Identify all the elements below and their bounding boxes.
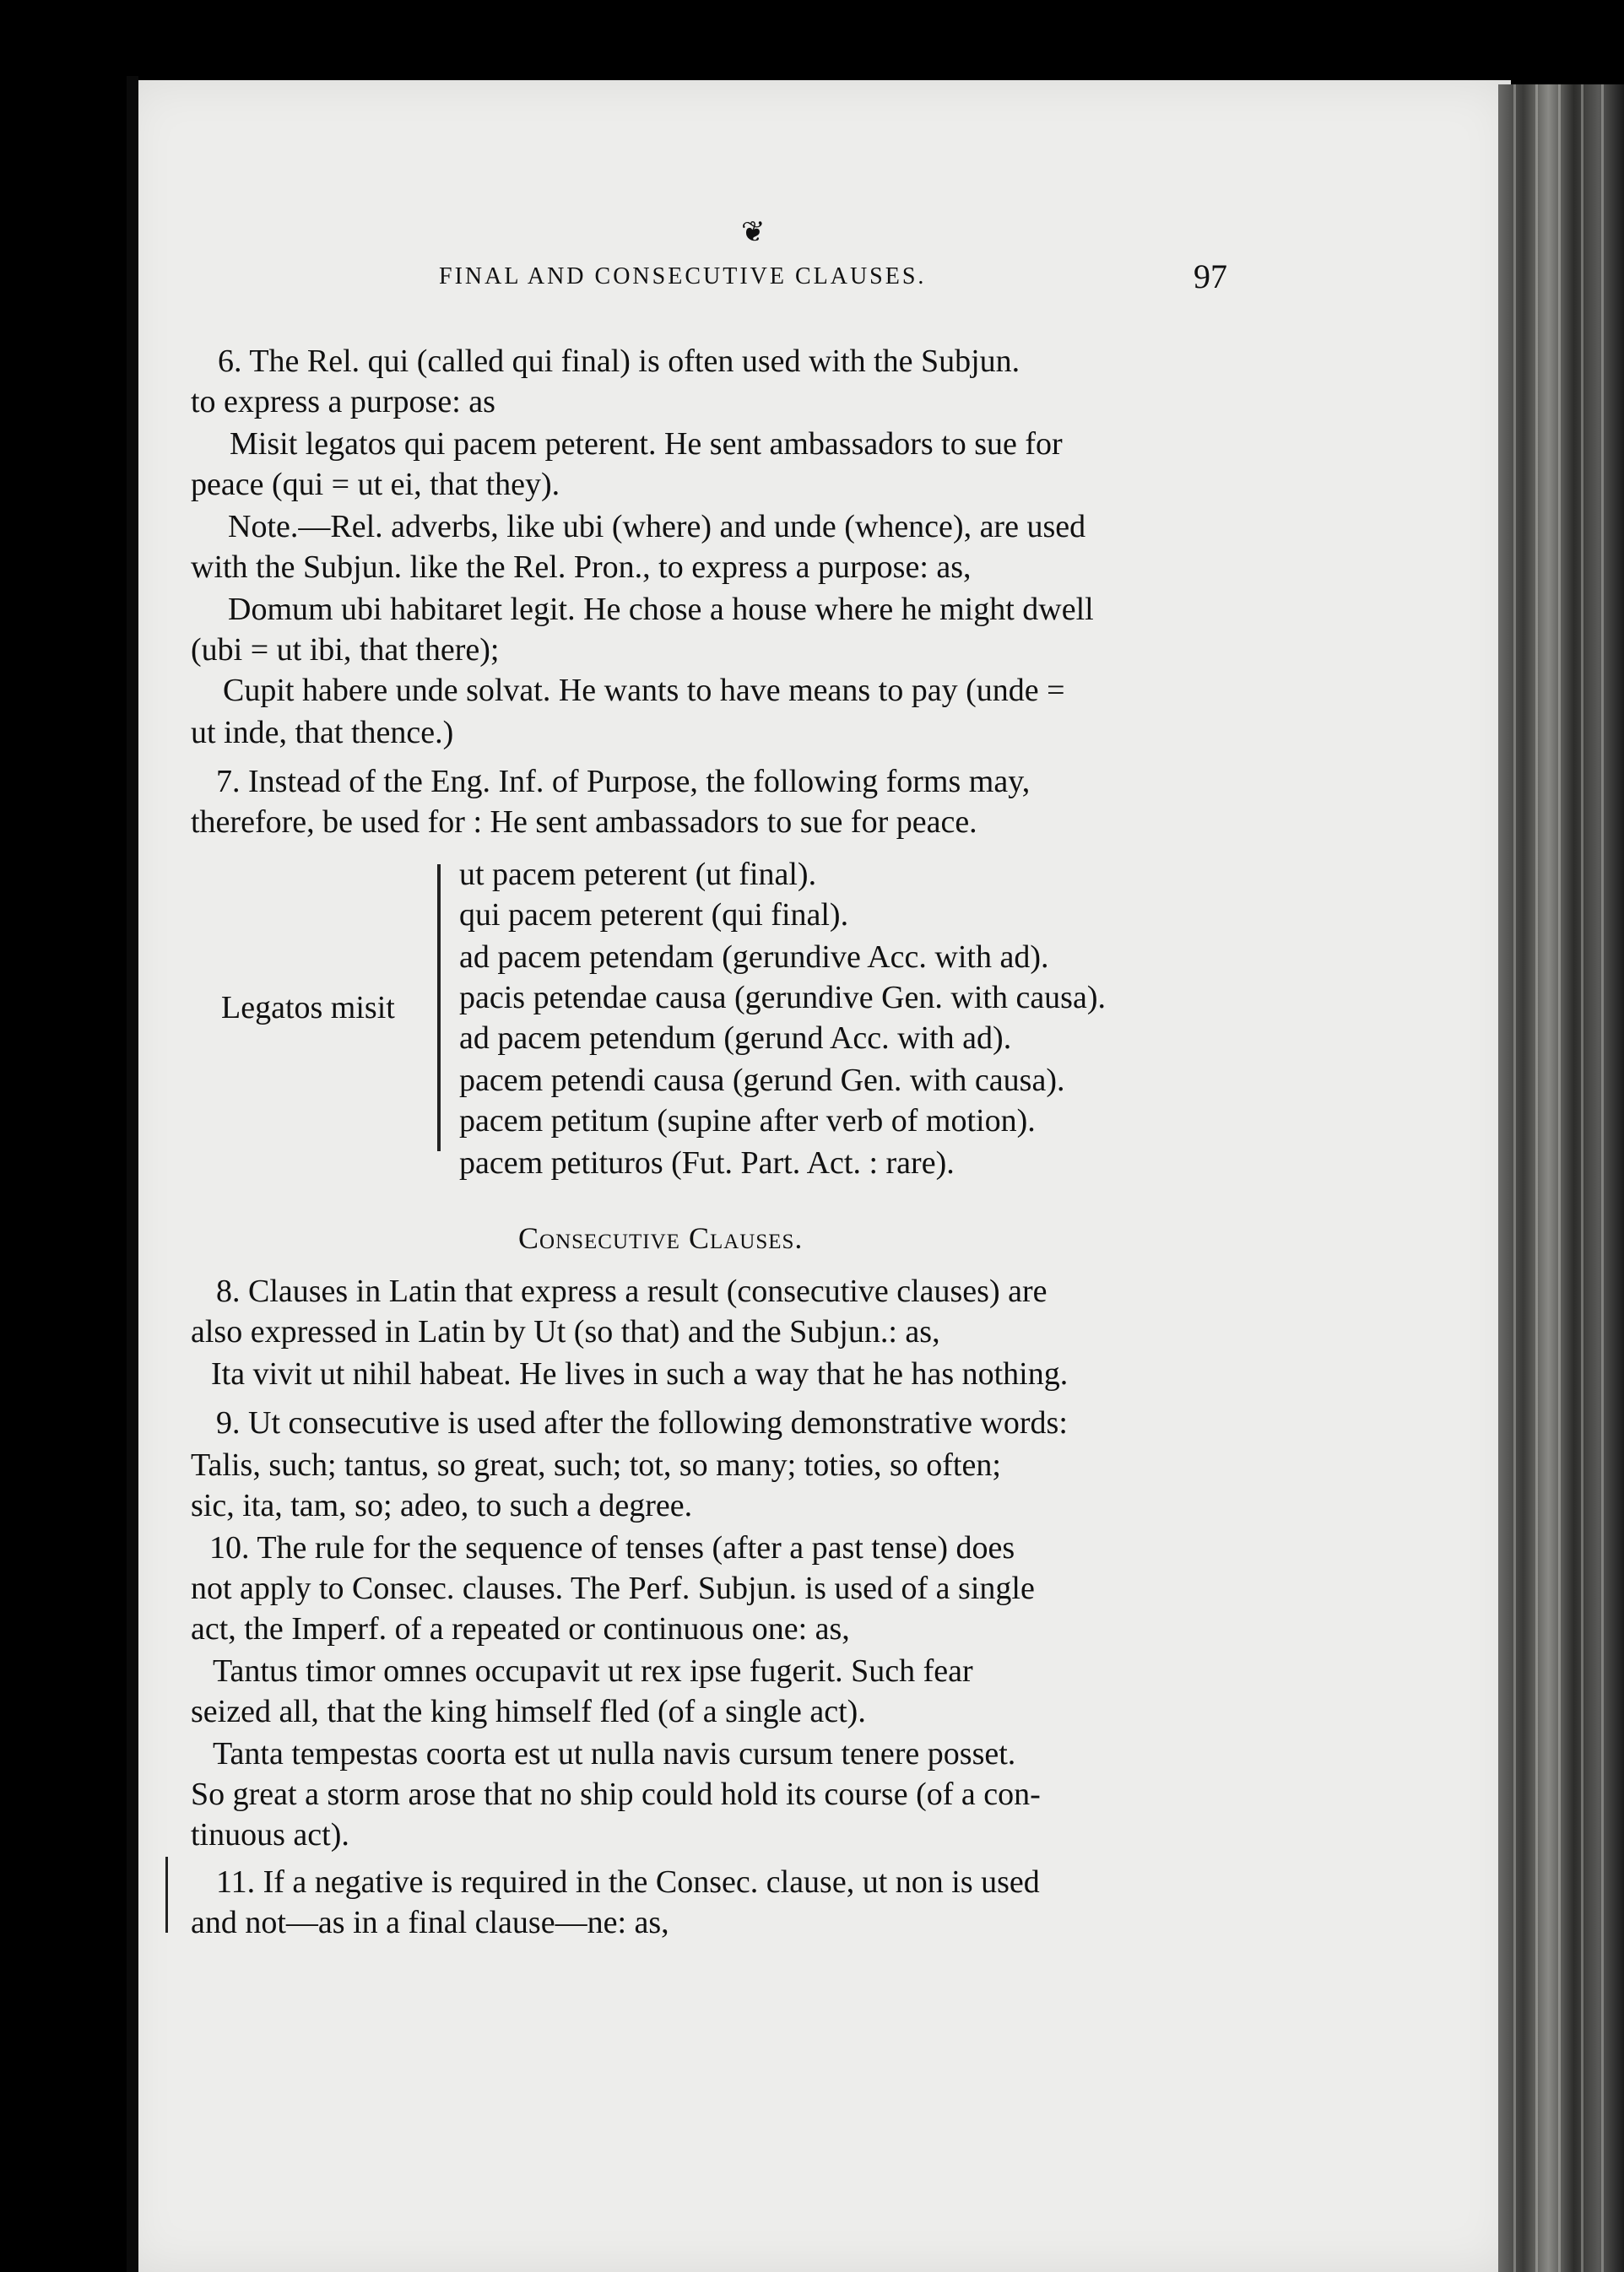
text-line: 7. Instead of the Eng. Inf. of Purpose, the following forms may, [216, 764, 1031, 799]
text-line: 8. Clauses in Latin that express a result (consecutive clauses) are [216, 1274, 1047, 1309]
form-item: qui pacem peterent (qui final). [459, 897, 849, 933]
form-item: ad pacem petendam (gerundive Acc. with ad). [459, 939, 1049, 975]
form-item: pacis petendae causa (gerundive Gen. with causa). [459, 980, 1106, 1015]
text-line: peace (qui = ut ei, that they). [191, 467, 560, 502]
text-line: 10. The rule for the sequence of tenses (after a past tense) does [209, 1530, 1015, 1566]
text-line: therefore, be used for : He sent ambassadors to sue for peace. [191, 804, 977, 840]
text-line: also expressed in Latin by Ut (so that) and the Subjun.: as, [191, 1314, 940, 1350]
form-item: ad pacem petendum (gerund Acc. with ad). [459, 1020, 1012, 1056]
form-item: ut pacem peterent (ut final). [459, 857, 817, 892]
text-line: not apply to Consec. clauses. The Perf. Subjun. is used of a single [191, 1571, 1035, 1606]
ornament-mark: ❦ [741, 217, 766, 248]
text-line: tinuous act). [191, 1817, 349, 1853]
text-line: Talis, such; tantus, so great, such; tot, so many; toties, so often; [191, 1447, 1001, 1483]
text-line: Note.—Rel. adverbs, like ubi (where) and unde (whence), are used [228, 509, 1086, 544]
text-line: 11. If a negative is required in the Consec. clause, ut non is used [216, 1864, 1040, 1900]
text-line: to express a purpose: as [191, 384, 495, 419]
text-line: ut inde, that thence.) [191, 715, 454, 750]
book-gutter [127, 76, 138, 2272]
text-line: 9. Ut consecutive is used after the following demonstrative words: [216, 1405, 1068, 1441]
text-line: Ita vivit ut nihil habeat. He lives in such a way that he has nothing. [211, 1356, 1069, 1392]
text-line: seized all, that the king himself fled (of a single act). [191, 1694, 866, 1729]
page-number: 97 [1194, 257, 1227, 295]
text-line: sic, ita, tam, so; adeo, to such a degree. [191, 1488, 693, 1523]
text-line: Tanta tempestas coorta est ut nulla navis cursum tenere posset. [213, 1736, 1016, 1772]
text-line: Tantus timor omnes occupavit ut rex ipse fugerit. Such fear [213, 1653, 973, 1689]
text-line: Cupit habere unde solvat. He wants to have means to pay (unde = [223, 673, 1065, 708]
text-line: act, the Imperf. of a repeated or continuous one: as, [191, 1611, 850, 1647]
margin-mark [165, 1857, 168, 1933]
page-edge-stack [1498, 84, 1624, 2272]
form-item: pacem petendi causa (gerund Gen. with causa). [459, 1063, 1065, 1098]
text-line: 6. The Rel. qui (called qui final) is often used with the Subjun. [218, 344, 1020, 379]
text-line: Domum ubi habitaret legit. He chose a house where he might dwell [228, 592, 1094, 627]
brace [437, 864, 441, 1151]
text-line: and not—as in a final clause—ne: as, [191, 1905, 669, 1940]
form-item: pacem petituros (Fut. Part. Act. : rare). [459, 1145, 955, 1181]
running-title: FINAL AND CONSECUTIVE CLAUSES. [439, 263, 927, 289]
text-line: with the Subjun. like the Rel. Pron., to express a purpose: as, [191, 549, 972, 585]
text-line: So great a storm arose that no ship could hold its course (of a con- [191, 1777, 1041, 1812]
section-title: Consecutive Clauses. [518, 1221, 804, 1255]
form-item: pacem petitum (supine after verb of motion). [459, 1103, 1036, 1139]
text-line: (ubi = ut ibi, that there); [191, 632, 500, 668]
forms-label: Legatos misit [221, 990, 395, 1025]
text-line: Misit legatos qui pacem peterent. He sent ambassadors to sue for [230, 426, 1063, 462]
